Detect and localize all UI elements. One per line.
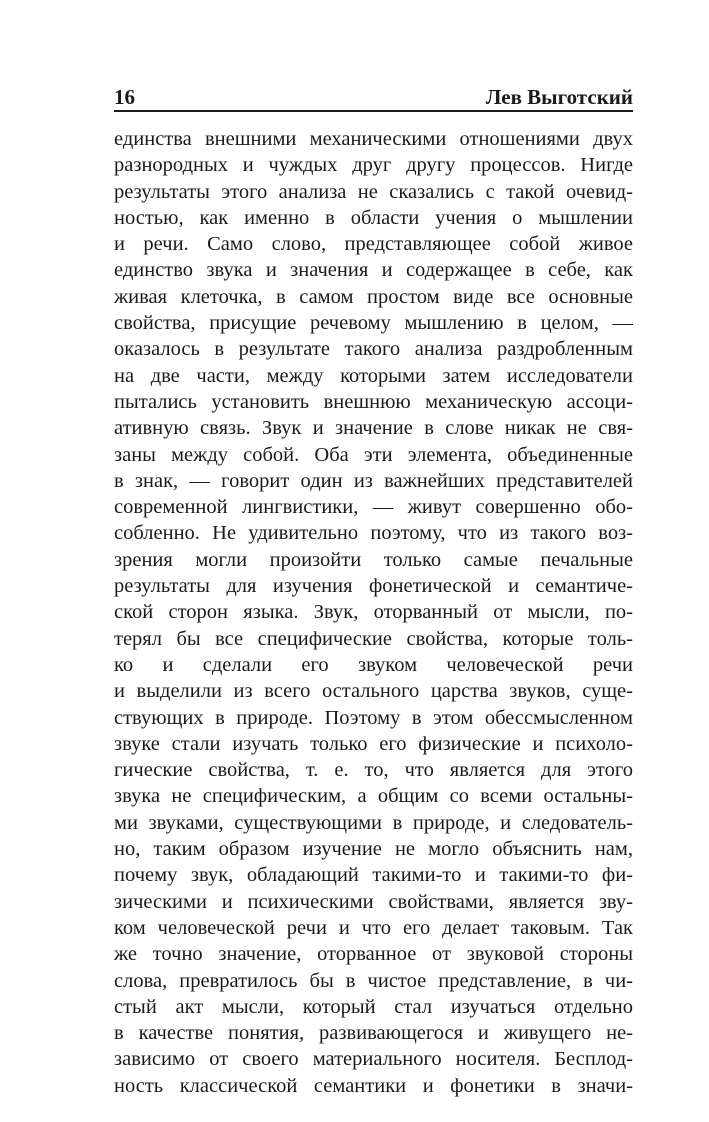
text-line: ко и сделали его звуком человеческой речи: [114, 653, 633, 676]
text-line: гические свойства, т. е. то, что является для этого: [114, 759, 633, 782]
text-line: стый акт мысли, который стал изучаться отдельно: [114, 995, 633, 1018]
text-line: единства внешними механическими отношениями двух: [114, 128, 633, 150]
text-line: ской сторон языка. Звук, оторванный от мысли, по-: [114, 601, 633, 624]
text-line: разнородных и чуждых друг другу процессов. Нигде: [114, 154, 633, 177]
text-line: зрения могли произойти только самые печальные: [114, 548, 633, 571]
text-line: результаты этого анализа не сказались с такой очевид-: [114, 180, 633, 203]
body-text: [114, 126, 633, 1099]
text-line: слова, превратилось бы в чистое представление, в чи-: [114, 969, 633, 992]
text-line: пытались установить внешнюю механическую ассоци-: [114, 390, 633, 413]
running-head-author: Лев Выготский: [485, 85, 633, 109]
text-line: звуке стали изучать только его физические и психоло-: [114, 732, 633, 755]
text-line: и речи. Само слово, представляющее собой живое: [114, 233, 633, 256]
text-line: оказалось в результате такого анализа раздробленным: [114, 338, 633, 361]
text-line: современной лингвистики, — живут совершенно обо-: [114, 496, 633, 519]
text-line: ностью, как именно в области учения о мышлении: [114, 206, 633, 229]
text-line: живая клеточка, в самом простом виде все основные: [114, 285, 633, 308]
page-header: [114, 85, 633, 109]
text-line: на две части, между которыми затем исследователи: [114, 364, 633, 387]
text-line: зависимо от своего материального носителя. Бесплод-: [114, 1048, 633, 1071]
text-line: результаты для изучения фонетической и семантиче-: [114, 575, 633, 598]
text-line: свойства, присущие речевому мышлению в целом, —: [114, 312, 633, 335]
text-line: звука не специфическим, а общим со всеми остальны-: [114, 785, 633, 808]
header-rule: [114, 110, 633, 112]
text-line: терял бы все специфические свойства, которые толь-: [114, 627, 633, 650]
text-line: ми звуками, существующими в природе, и следователь-: [114, 811, 633, 834]
text-line: ком человеческой речи и что его делает таковым. Так: [114, 916, 633, 939]
text-line: ствующих в природе. Поэтому в этом обессмысленном: [114, 706, 633, 729]
text-line: зическими и психическими свойствами, является зву-: [114, 890, 633, 913]
text-line: и выделили из всего остального царства звуков, суще-: [114, 680, 633, 703]
text-line: но, таким образом изучение не могло объяснить нам,: [114, 838, 633, 861]
text-line: ативную связь. Звук и значение в слове никак не свя-: [114, 417, 633, 440]
text-line: почему звук, обладающий такими-то и такими-то фи-: [114, 864, 633, 887]
text-line: ность классической семантики и фонетики в значи-: [114, 1074, 633, 1097]
text-line: единство звука и значения и содержащее в себе, как: [114, 259, 633, 282]
text-line: в знак, — говорит один из важнейших представителей: [114, 469, 633, 492]
text-line: в качестве понятия, развивающегося и живущего не-: [114, 1022, 633, 1045]
text-line: заны между собой. Оба эти элемента, объединенные: [114, 443, 633, 466]
text-line: же точно значение, оторванное от звуковой стороны: [114, 943, 633, 966]
text-line: собленно. Не удивительно поэтому, что из такого воз-: [114, 522, 633, 545]
page-number: 16: [114, 85, 135, 109]
